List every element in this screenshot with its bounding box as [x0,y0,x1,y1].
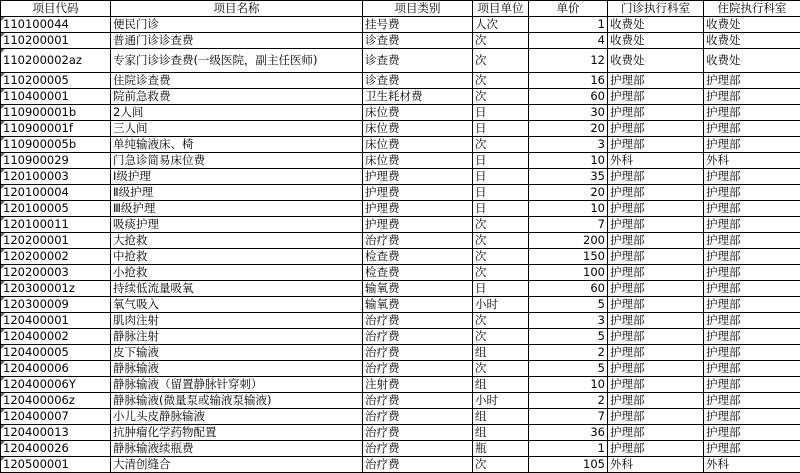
price-cell[interactable]: 7 [529,409,608,425]
outpatient-dept-cell[interactable]: 护理部 [608,409,704,425]
outpatient-dept-cell[interactable]: 护理部 [608,89,704,105]
outpatient-dept-cell[interactable]: 护理部 [608,345,704,361]
outpatient-dept-cell[interactable]: 护理部 [608,217,704,233]
category-cell[interactable]: 护理费 [363,217,473,233]
price-cell[interactable]: 60 [529,89,608,105]
category-cell[interactable]: 治疗费 [363,313,473,329]
outpatient-dept-cell[interactable]: 护理部 [608,281,704,297]
price-cell[interactable]: 200 [529,233,608,249]
category-cell[interactable]: 床位费 [363,105,473,121]
header-cell-outpatient-dept[interactable]: 门诊执行科室 [608,1,704,17]
name-cell[interactable]: 皮下输液 [111,345,363,361]
unit-cell[interactable]: 组 [473,345,529,361]
table-row [1,153,800,169]
header-cell-category[interactable]: 项目类别 [363,1,473,17]
unit-cell[interactable]: 小时 [473,297,529,313]
name-cell[interactable]: Ⅱ级护理 [111,185,363,201]
price-cell[interactable]: 10 [529,377,608,393]
category-cell[interactable]: 输氧费 [363,297,473,313]
name-cell[interactable]: 中抢救 [111,249,363,265]
inpatient-dept-cell[interactable]: 护理部 [704,297,800,313]
outpatient-dept-cell[interactable]: 护理部 [608,121,704,137]
price-cell[interactable]: 5 [529,329,608,345]
code-cell[interactable]: 120200002 [1,249,111,265]
price-cell[interactable]: 10 [529,153,608,169]
outpatient-dept-cell[interactable]: 护理部 [608,441,704,457]
inpatient-dept-cell[interactable]: 护理部 [704,233,800,249]
category-cell[interactable]: 注射费 [363,377,473,393]
outpatient-dept-cell[interactable]: 护理部 [608,297,704,313]
name-cell[interactable]: 肌肉注射 [111,313,363,329]
price-cell[interactable]: 7 [529,217,608,233]
inpatient-dept-cell[interactable]: 护理部 [704,249,800,265]
name-cell[interactable]: 大抢救 [111,233,363,249]
name-cell[interactable]: 氧气吸入 [111,297,363,313]
category-cell[interactable]: 护理费 [363,169,473,185]
category-cell[interactable]: 卫生耗材费 [363,89,473,105]
category-cell[interactable]: 检查费 [363,249,473,265]
unit-cell[interactable]: 日 [473,121,529,137]
unit-cell[interactable]: 日 [473,185,529,201]
outpatient-dept-cell[interactable]: 护理部 [608,137,704,153]
code-cell[interactable]: 110200002az [1,49,111,73]
name-cell[interactable]: 三人间 [111,121,363,137]
table-row [1,17,800,33]
table-row [1,185,800,201]
inpatient-dept-cell[interactable]: 护理部 [704,361,800,377]
category-cell[interactable]: 输氧费 [363,281,473,297]
table-row [1,425,800,441]
category-cell[interactable]: 治疗费 [363,425,473,441]
code-cell[interactable]: 120400006Y [1,377,111,393]
table-row [1,217,800,233]
table-row [1,169,800,185]
inpatient-dept-cell[interactable]: 收费处 [704,17,800,33]
price-cell[interactable]: 10 [529,201,608,217]
price-cell[interactable]: 12 [529,49,608,73]
unit-cell[interactable]: 组 [473,377,529,393]
table-row [1,49,800,73]
table-row [1,393,800,409]
name-cell[interactable]: 院前急救费 [111,89,363,105]
category-cell[interactable]: 治疗费 [363,345,473,361]
table-row [1,105,800,121]
name-cell[interactable]: 小儿头皮静脉输液 [111,409,363,425]
outpatient-dept-cell[interactable]: 护理部 [608,361,704,377]
inpatient-dept-cell[interactable]: 护理部 [704,393,800,409]
code-cell[interactable]: 110900001b [1,105,111,121]
category-cell[interactable]: 治疗费 [363,329,473,345]
unit-cell[interactable]: 日 [473,105,529,121]
name-cell[interactable]: 静脉注射 [111,329,363,345]
table-row [1,377,800,393]
name-cell[interactable]: 吸痰护理 [111,217,363,233]
unit-cell[interactable]: 次 [473,329,529,345]
code-cell[interactable]: 110100044 [1,17,111,33]
price-cell[interactable]: 1 [529,441,608,457]
price-cell[interactable]: 3 [529,137,608,153]
unit-cell[interactable]: 小时 [473,393,529,409]
outpatient-dept-cell[interactable]: 护理部 [608,329,704,345]
price-cell[interactable]: 3 [529,313,608,329]
code-cell[interactable]: 120300001z [1,281,111,297]
inpatient-dept-cell[interactable]: 护理部 [704,409,800,425]
price-cell[interactable]: 20 [529,121,608,137]
inpatient-dept-cell[interactable]: 外科 [704,457,800,473]
category-cell[interactable]: 护理费 [363,185,473,201]
category-cell[interactable]: 治疗费 [363,409,473,425]
outpatient-dept-cell[interactable]: 护理部 [608,185,704,201]
table-row [1,297,800,313]
outpatient-dept-cell[interactable]: 收费处 [608,49,704,73]
name-cell[interactable]: 大清创缝合 [111,457,363,473]
outpatient-dept-cell[interactable]: 护理部 [608,249,704,265]
table-row [1,281,800,297]
code-cell[interactable]: 120400006 [1,361,111,377]
unit-cell[interactable]: 日 [473,169,529,185]
inpatient-dept-cell[interactable]: 护理部 [704,185,800,201]
table-row [1,249,800,265]
price-cell[interactable]: 2 [529,393,608,409]
unit-cell[interactable]: 日 [473,281,529,297]
outpatient-dept-cell[interactable]: 护理部 [608,377,704,393]
category-cell[interactable]: 检查费 [363,265,473,281]
code-cell[interactable]: 120500001 [1,457,111,473]
name-cell[interactable]: Ⅰ级护理 [111,169,363,185]
inpatient-dept-cell[interactable]: 收费处 [704,33,800,49]
outpatient-dept-cell[interactable]: 外科 [608,457,704,473]
inpatient-dept-cell[interactable]: 护理部 [704,345,800,361]
category-cell[interactable]: 挂号费 [363,17,473,33]
category-cell[interactable]: 治疗费 [363,457,473,473]
table-row [1,313,800,329]
unit-cell[interactable]: 日 [473,153,529,169]
category-cell[interactable]: 治疗费 [363,441,473,457]
name-cell[interactable]: 静脉输液 [111,361,363,377]
code-cell[interactable]: 110400001 [1,89,111,105]
price-cell[interactable]: 16 [529,73,608,89]
unit-cell[interactable]: 人次 [473,17,529,33]
code-cell[interactable]: 120400006z [1,393,111,409]
unit-cell[interactable]: 次 [473,265,529,281]
name-cell[interactable]: 持续低流量吸氧 [111,281,363,297]
table-row [1,457,800,473]
category-cell[interactable]: 诊查费 [363,33,473,49]
name-cell[interactable]: 门急诊简易床位费 [111,153,363,169]
table-row [1,441,800,457]
unit-cell[interactable]: 次 [473,233,529,249]
code-cell[interactable]: 110200005 [1,73,111,89]
unit-cell[interactable]: 次 [473,33,529,49]
outpatient-dept-cell[interactable]: 收费处 [608,33,704,49]
header-row [1,1,800,17]
inpatient-dept-cell[interactable]: 护理部 [704,329,800,345]
inpatient-dept-cell[interactable]: 护理部 [704,217,800,233]
inpatient-dept-cell[interactable]: 护理部 [704,105,800,121]
price-cell[interactable]: 4 [529,33,608,49]
code-cell[interactable]: 120100004 [1,185,111,201]
price-cell[interactable]: 35 [529,169,608,185]
name-cell[interactable]: 静脉输液续瓶费 [111,441,363,457]
outpatient-dept-cell[interactable]: 护理部 [608,393,704,409]
header-cell-name[interactable]: 项目名称 [111,1,363,17]
code-cell[interactable]: 120100005 [1,201,111,217]
unit-cell[interactable]: 日 [473,201,529,217]
price-cell[interactable]: 2 [529,345,608,361]
price-cell[interactable]: 60 [529,281,608,297]
unit-cell[interactable]: 次 [473,313,529,329]
code-cell[interactable]: 120200003 [1,265,111,281]
unit-cell[interactable]: 次 [473,49,529,73]
inpatient-dept-cell[interactable]: 护理部 [704,441,800,457]
inpatient-dept-cell[interactable]: 护理部 [704,73,800,89]
category-cell[interactable]: 治疗费 [363,361,473,377]
code-cell[interactable]: 120100011 [1,217,111,233]
unit-cell[interactable]: 次 [473,249,529,265]
header-cell-inpatient-dept[interactable]: 住院执行科室 [704,1,800,17]
code-cell[interactable]: 110900005b [1,137,111,153]
table-row [1,89,800,105]
name-cell[interactable]: 专家门诊诊查费(一级医院，副主任医师) [111,49,363,73]
code-cell[interactable]: 110900001f [1,121,111,137]
header-cell-price[interactable]: 单价 [529,1,608,17]
name-cell[interactable]: 抗肿瘤化学药物配置 [111,425,363,441]
price-cell[interactable]: 20 [529,185,608,201]
category-cell[interactable]: 治疗费 [363,233,473,249]
inpatient-dept-cell[interactable]: 护理部 [704,121,800,137]
outpatient-dept-cell[interactable]: 护理部 [608,105,704,121]
header-cell-code[interactable]: 项目代码 [1,1,111,17]
code-cell[interactable]: 120200001 [1,233,111,249]
name-cell[interactable]: 便民门诊 [111,17,363,33]
name-cell[interactable]: 普通门诊诊查费 [111,33,363,49]
table-row [1,265,800,281]
inpatient-dept-cell[interactable]: 外科 [704,153,800,169]
inpatient-dept-cell[interactable]: 护理部 [704,169,800,185]
outpatient-dept-cell[interactable]: 外科 [608,153,704,169]
code-cell[interactable]: 120400005 [1,345,111,361]
table-row [1,409,800,425]
name-cell[interactable]: 单纯输液床、椅 [111,137,363,153]
outpatient-dept-cell[interactable]: 护理部 [608,201,704,217]
inpatient-dept-cell[interactable]: 护理部 [704,377,800,393]
unit-cell[interactable]: 瓶 [473,441,529,457]
inpatient-dept-cell[interactable]: 护理部 [704,89,800,105]
unit-cell[interactable]: 次 [473,73,529,89]
unit-cell[interactable]: 组 [473,425,529,441]
code-cell[interactable]: 120400026 [1,441,111,457]
unit-cell[interactable]: 组 [473,409,529,425]
name-cell[interactable]: 住院诊查费 [111,73,363,89]
inpatient-dept-cell[interactable]: 收费处 [704,49,800,73]
category-cell[interactable]: 诊查费 [363,49,473,73]
inpatient-dept-cell[interactable]: 护理部 [704,313,800,329]
unit-cell[interactable]: 次 [473,457,529,473]
code-cell[interactable]: 120400013 [1,425,111,441]
code-cell[interactable]: 120300009 [1,297,111,313]
price-cell[interactable]: 100 [529,265,608,281]
category-cell[interactable]: 治疗费 [363,393,473,409]
name-cell[interactable]: 静脉输液(微量泵或输液泵输液) [111,393,363,409]
outpatient-dept-cell[interactable]: 护理部 [608,265,704,281]
table-row [1,329,800,345]
inpatient-dept-cell[interactable]: 护理部 [704,425,800,441]
code-cell[interactable]: 120400002 [1,329,111,345]
name-cell[interactable]: 静脉输液（留置静脉针穿刺） [111,377,363,393]
inpatient-dept-cell[interactable]: 护理部 [704,137,800,153]
name-cell[interactable]: 小抢救 [111,265,363,281]
category-cell[interactable]: 床位费 [363,121,473,137]
table-row [1,137,800,153]
inpatient-dept-cell[interactable]: 护理部 [704,201,800,217]
code-cell[interactable]: 120100003 [1,169,111,185]
outpatient-dept-cell[interactable]: 护理部 [608,313,704,329]
table-row [1,361,800,377]
unit-cell[interactable]: 次 [473,361,529,377]
price-cell[interactable]: 5 [529,297,608,313]
price-cell[interactable]: 105 [529,457,608,473]
code-cell[interactable]: 120400001 [1,313,111,329]
outpatient-dept-cell[interactable]: 护理部 [608,169,704,185]
table-row [1,233,800,249]
category-cell[interactable]: 护理费 [363,201,473,217]
price-cell[interactable]: 5 [529,361,608,377]
inpatient-dept-cell[interactable]: 护理部 [704,281,800,297]
category-cell[interactable]: 床位费 [363,153,473,169]
header-cell-unit[interactable]: 项目单位 [473,1,529,17]
unit-cell[interactable]: 次 [473,217,529,233]
price-cell[interactable]: 36 [529,425,608,441]
inpatient-dept-cell[interactable]: 护理部 [704,265,800,281]
code-cell[interactable]: 110900029 [1,153,111,169]
price-cell[interactable]: 30 [529,105,608,121]
table-row [1,201,800,217]
name-cell[interactable]: 2人间 [111,105,363,121]
unit-cell[interactable]: 次 [473,137,529,153]
name-cell[interactable]: Ⅲ级护理 [111,201,363,217]
category-cell[interactable]: 床位费 [363,137,473,153]
table-row [1,345,800,361]
outpatient-dept-cell[interactable]: 护理部 [608,73,704,89]
code-cell[interactable]: 120400007 [1,409,111,425]
code-cell[interactable]: 110200001 [1,33,111,49]
category-cell[interactable]: 诊查费 [363,73,473,89]
table-row [1,121,800,137]
table-row [1,73,800,89]
price-cell[interactable]: 1 [529,17,608,33]
unit-cell[interactable]: 次 [473,89,529,105]
outpatient-dept-cell[interactable]: 护理部 [608,425,704,441]
price-cell[interactable]: 150 [529,249,608,265]
outpatient-dept-cell[interactable]: 收费处 [608,17,704,33]
outpatient-dept-cell[interactable]: 护理部 [608,233,704,249]
table-row [1,33,800,49]
